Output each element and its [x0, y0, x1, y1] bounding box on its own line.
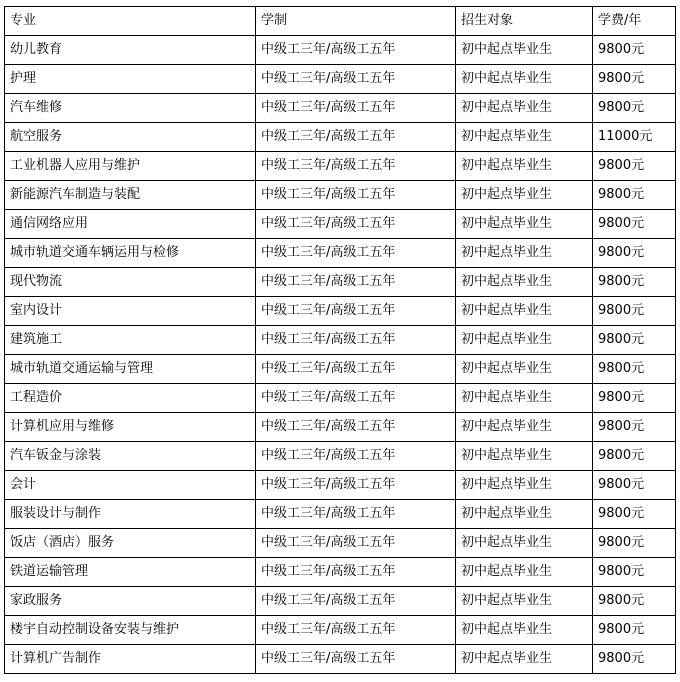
table-row: [5, 500, 676, 529]
table-row: [5, 36, 676, 65]
cell-major: 通信网络应用: [5, 210, 256, 239]
cell-enrollment-target: 初中起点毕业生: [456, 471, 593, 500]
table-row: [5, 181, 676, 210]
cell-enrollment-target: 初中起点毕业生: [456, 94, 593, 123]
cell-enrollment-target: 初中起点毕业生: [456, 268, 593, 297]
cell-duration: 中级工三年/高级工五年: [256, 558, 456, 587]
cell-major: 工程造价: [5, 384, 256, 413]
cell-major: 饭店（酒店）服务: [5, 529, 256, 558]
cell-major: 会计: [5, 471, 256, 500]
cell-major: 服装设计与制作: [5, 500, 256, 529]
table-row: [5, 65, 676, 94]
cell-tuition: 9800元: [593, 268, 676, 297]
cell-enrollment-target: 初中起点毕业生: [456, 152, 593, 181]
cell-tuition: 9800元: [593, 471, 676, 500]
cell-major: 城市轨道交通车辆运用与检修: [5, 239, 256, 268]
cell-enrollment-target: 初中起点毕业生: [456, 123, 593, 152]
cell-tuition: 9800元: [593, 413, 676, 442]
cell-major: 计算机广告制作: [5, 645, 256, 674]
table-row: [5, 413, 676, 442]
cell-tuition: 9800元: [593, 65, 676, 94]
table-row: [5, 587, 676, 616]
table-row: [5, 384, 676, 413]
cell-major: 室内设计: [5, 297, 256, 326]
cell-tuition: 9800元: [593, 558, 676, 587]
cell-major: 汽车钣金与涂装: [5, 442, 256, 471]
cell-tuition: 9800元: [593, 36, 676, 65]
table-row: [5, 239, 676, 268]
cell-major: 现代物流: [5, 268, 256, 297]
table-row: [5, 442, 676, 471]
cell-major: 新能源汽车制造与装配: [5, 181, 256, 210]
cell-duration: 中级工三年/高级工五年: [256, 152, 456, 181]
cell-tuition: 9800元: [593, 587, 676, 616]
cell-enrollment-target: 初中起点毕业生: [456, 210, 593, 239]
cell-enrollment-target: 初中起点毕业生: [456, 645, 593, 674]
cell-tuition: 9800元: [593, 239, 676, 268]
cell-tuition: 9800元: [593, 384, 676, 413]
cell-enrollment-target: 初中起点毕业生: [456, 529, 593, 558]
cell-enrollment-target: 初中起点毕业生: [456, 413, 593, 442]
cell-major: 家政服务: [5, 587, 256, 616]
cell-duration: 中级工三年/高级工五年: [256, 413, 456, 442]
cell-enrollment-target: 初中起点毕业生: [456, 326, 593, 355]
cell-tuition: 9800元: [593, 529, 676, 558]
cell-tuition: 9800元: [593, 297, 676, 326]
cell-tuition: 9800元: [593, 210, 676, 239]
cell-enrollment-target: 初中起点毕业生: [456, 558, 593, 587]
cell-duration: 中级工三年/高级工五年: [256, 181, 456, 210]
table-body: [5, 36, 676, 674]
cell-enrollment-target: 初中起点毕业生: [456, 239, 593, 268]
header-duration: 学制: [256, 7, 456, 36]
cell-duration: 中级工三年/高级工五年: [256, 123, 456, 152]
cell-duration: 中级工三年/高级工五年: [256, 268, 456, 297]
cell-enrollment-target: 初中起点毕业生: [456, 355, 593, 384]
cell-duration: 中级工三年/高级工五年: [256, 500, 456, 529]
cell-tuition: 9800元: [593, 326, 676, 355]
cell-duration: 中级工三年/高级工五年: [256, 36, 456, 65]
header-row: [5, 7, 676, 36]
cell-enrollment-target: 初中起点毕业生: [456, 181, 593, 210]
table-header: [5, 7, 676, 36]
cell-enrollment-target: 初中起点毕业生: [456, 500, 593, 529]
cell-duration: 中级工三年/高级工五年: [256, 616, 456, 645]
cell-major: 城市轨道交通运输与管理: [5, 355, 256, 384]
cell-duration: 中级工三年/高级工五年: [256, 326, 456, 355]
table-row: [5, 529, 676, 558]
cell-tuition: 9800元: [593, 355, 676, 384]
cell-major: 楼宇自动控制设备安装与维护: [5, 616, 256, 645]
cell-enrollment-target: 初中起点毕业生: [456, 297, 593, 326]
cell-major: 幼儿教育: [5, 36, 256, 65]
table-row: [5, 268, 676, 297]
cell-tuition: 9800元: [593, 94, 676, 123]
cell-enrollment-target: 初中起点毕业生: [456, 616, 593, 645]
table-row: [5, 558, 676, 587]
cell-major: 计算机应用与维修: [5, 413, 256, 442]
table-row: [5, 152, 676, 181]
cell-duration: 中级工三年/高级工五年: [256, 645, 456, 674]
cell-tuition: 9800元: [593, 616, 676, 645]
cell-duration: 中级工三年/高级工五年: [256, 239, 456, 268]
cell-duration: 中级工三年/高级工五年: [256, 587, 456, 616]
cell-enrollment-target: 初中起点毕业生: [456, 384, 593, 413]
cell-enrollment-target: 初中起点毕业生: [456, 36, 593, 65]
cell-duration: 中级工三年/高级工五年: [256, 297, 456, 326]
cell-duration: 中级工三年/高级工五年: [256, 210, 456, 239]
cell-duration: 中级工三年/高级工五年: [256, 442, 456, 471]
cell-tuition: 9800元: [593, 500, 676, 529]
cell-major: 工业机器人应用与维护: [5, 152, 256, 181]
table-row: [5, 326, 676, 355]
cell-duration: 中级工三年/高级工五年: [256, 355, 456, 384]
cell-major: 护理: [5, 65, 256, 94]
cell-enrollment-target: 初中起点毕业生: [456, 65, 593, 94]
table-row: [5, 297, 676, 326]
cell-enrollment-target: 初中起点毕业生: [456, 587, 593, 616]
cell-major: 建筑施工: [5, 326, 256, 355]
table-row: [5, 355, 676, 384]
cell-duration: 中级工三年/高级工五年: [256, 65, 456, 94]
header-enrollment-target: 招生对象: [456, 7, 593, 36]
cell-duration: 中级工三年/高级工五年: [256, 471, 456, 500]
cell-tuition: 9800元: [593, 442, 676, 471]
cell-duration: 中级工三年/高级工五年: [256, 384, 456, 413]
header-tuition: 学费/年: [593, 7, 676, 36]
table-row: [5, 123, 676, 152]
header-major: 专业: [5, 7, 256, 36]
table-row: [5, 210, 676, 239]
cell-duration: 中级工三年/高级工五年: [256, 94, 456, 123]
table-row: [5, 94, 676, 123]
cell-tuition: 9800元: [593, 152, 676, 181]
cell-major: 航空服务: [5, 123, 256, 152]
table-row: [5, 616, 676, 645]
table-row: [5, 471, 676, 500]
cell-tuition: 11000元: [593, 123, 676, 152]
table-row: [5, 645, 676, 674]
cell-tuition: 9800元: [593, 645, 676, 674]
cell-major: 铁道运输管理: [5, 558, 256, 587]
cell-enrollment-target: 初中起点毕业生: [456, 442, 593, 471]
cell-duration: 中级工三年/高级工五年: [256, 529, 456, 558]
cell-major: 汽车维修: [5, 94, 256, 123]
cell-tuition: 9800元: [593, 181, 676, 210]
majors-fee-table: [4, 6, 676, 674]
